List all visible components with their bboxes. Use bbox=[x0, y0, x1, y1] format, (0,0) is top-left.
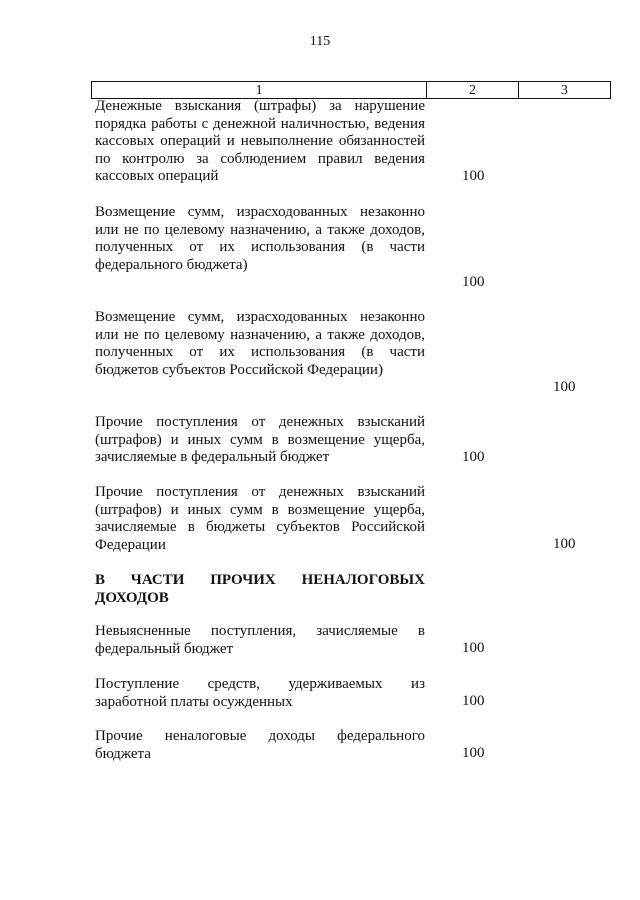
row-description: Поступление средств, удерживаемых из заработной платы осужденных bbox=[95, 676, 425, 710]
row-value-col2: 100 bbox=[462, 168, 485, 184]
page-number: 115 bbox=[309, 34, 331, 49]
section-heading: В ЧАСТИ ПРОЧИХ НЕНАЛОГОВЫХ ДОХОДОВ bbox=[95, 572, 425, 606]
column-header-1: 1 bbox=[92, 82, 427, 99]
row-description: Прочие неналоговые доходы федерального бюджета bbox=[95, 728, 425, 762]
row-value-col3: 100 bbox=[553, 379, 576, 395]
table-row bbox=[95, 204, 615, 290]
table-row bbox=[95, 309, 615, 395]
column-header-row bbox=[92, 82, 611, 99]
row-description: Возмещение сумм, израсходованных незаконно или не по целевому назначению, а также доходов, полученных от их использования (в части бюджетов субъектов Российской Федерации) bbox=[95, 309, 425, 378]
row-description: Денежные взыскания (штрафы) за нарушение порядка работы с денежной наличностью, ведения кассовых операций и невыполнение обязанностей по контролю за соблюдением правил ведения кассовых операций bbox=[95, 98, 425, 184]
row-value-col2: 100 bbox=[462, 449, 485, 465]
column-header-table bbox=[91, 81, 611, 99]
table-row bbox=[95, 484, 615, 554]
table-row bbox=[95, 623, 615, 658]
row-description: Невыясненные поступления, зачисляемые в федеральный бюджет bbox=[95, 623, 425, 657]
table-row bbox=[95, 98, 615, 186]
row-value-col2: 100 bbox=[462, 693, 485, 709]
row-description: Прочие поступления от денежных взысканий (штрафов) и иных сумм в возмещение ущерба, зачисляемые в федеральный бюджет bbox=[95, 414, 425, 465]
row-value-col3: 100 bbox=[553, 536, 576, 552]
row-description: Прочие поступления от денежных взысканий (штрафов) и иных сумм в возмещение ущерба, зачисляемые в бюджеты субъектов Российской Федерации bbox=[95, 484, 425, 553]
table-row bbox=[95, 728, 615, 763]
row-value-col2: 100 bbox=[462, 640, 485, 656]
row-description: Возмещение сумм, израсходованных незаконно или не по целевому назначению, а также доходов, полученных от их использования (в части федерального бюджета) bbox=[95, 204, 425, 273]
table-row bbox=[95, 414, 615, 467]
table-row bbox=[95, 676, 615, 711]
column-header-2: 2 bbox=[427, 82, 518, 99]
row-value-col2: 100 bbox=[462, 274, 485, 290]
row-value-col2: 100 bbox=[462, 745, 485, 761]
column-header-3: 3 bbox=[518, 82, 610, 99]
